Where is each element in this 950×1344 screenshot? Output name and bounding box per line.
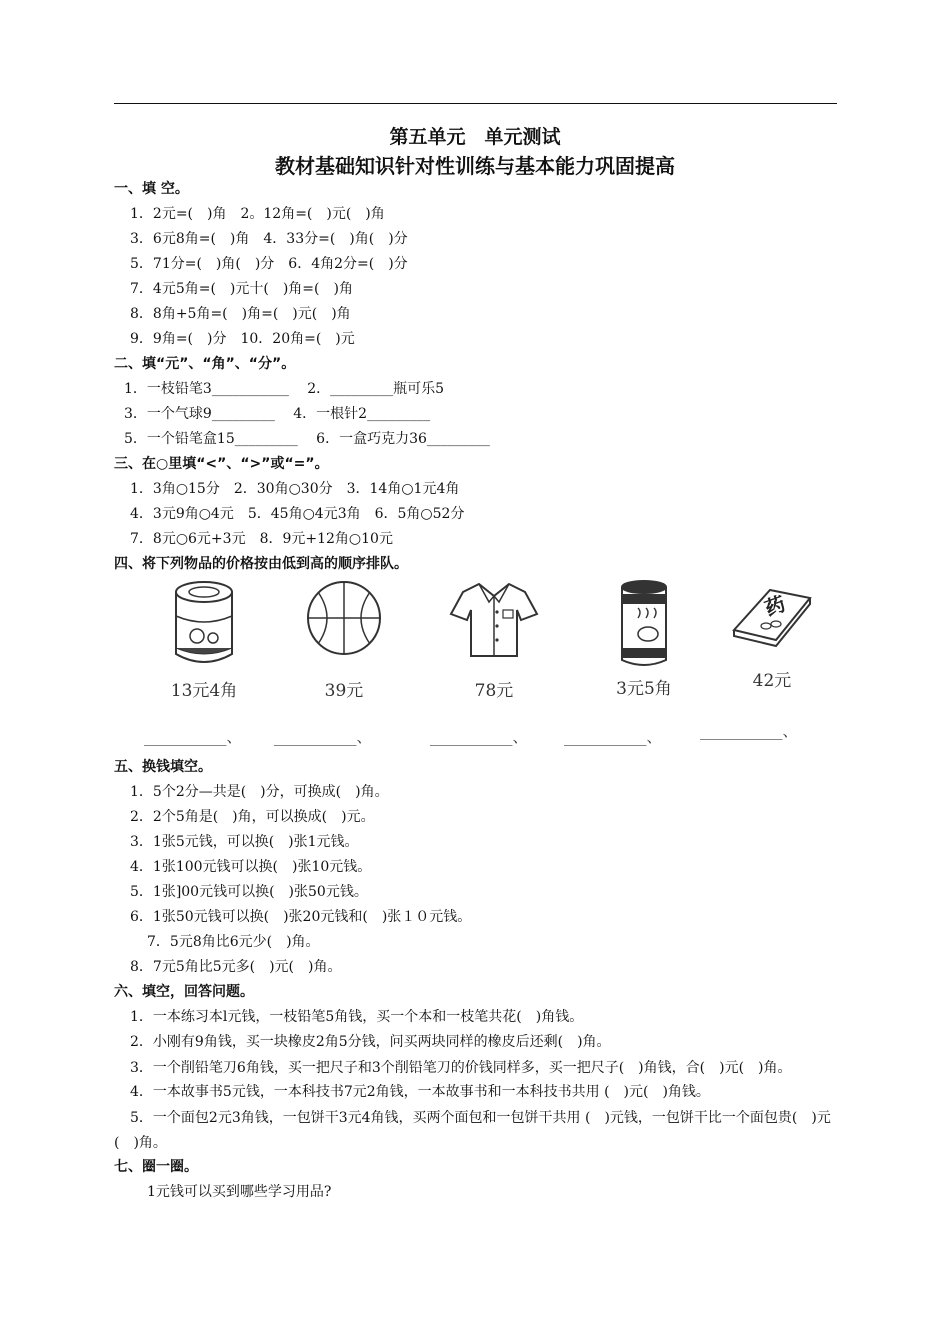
question-line: 4．3元9角○4元 5．45角○4元3角 6．5角○52分 [130,506,465,522]
question-line: 8．7元5角比5元多( )元( )角。 [130,959,342,975]
item-medicine [712,578,832,691]
drink-can-icon [616,578,672,670]
section-1-heading: 一、填 空。 [114,181,189,197]
question-line: 7．5元8角比6元少( )角。 [147,934,320,950]
question-line: 4．1张100元钱可以换( )张10元钱。 [130,859,372,875]
basketball-icon [304,578,384,658]
question-line: 2．2个5角是( )角，可以换成( )元。 [130,809,375,825]
section-2-heading: 二、填“元”、“角”、“分”。 [114,356,296,372]
section-5-heading: 五、换钱填空。 [114,759,212,775]
answer-blank[interactable]: ___________、 [700,722,798,740]
page-subtitle: 教材基础知识针对性训练与基本能力巩固提高 [275,154,675,178]
price-label: 3元5角 [616,679,672,699]
price-label: 78元 [474,681,514,701]
question-line: 5．一个铅笔盒15_________ 6．一盒巧克力36_________ [124,431,490,447]
section-3-heading: 三、在○里填“<”、“>”或“=”。 [114,456,329,472]
price-label: 42元 [752,671,792,691]
question-line: 7．8元○6元+3元 8．9元+12角○10元 [130,531,393,547]
question-line: 6．1张50元钱可以换( )张20元钱和( )张１０元钱。 [130,909,472,925]
question-line: 5．1张]00元钱可以换( )张50元钱。 [130,884,368,900]
question-line: 3．一个气球9_________ 4．一根针2_________ [124,406,431,422]
question-line: 7．4元5角=( )元十( )角=( )角 [130,281,353,297]
section-7-heading: 七、圈一圈。 [114,1159,198,1175]
price-figure [144,578,834,756]
question-line: 9．9角=( )分 10．20角=( )元 [130,331,355,347]
answer-blank[interactable]: ___________、 [430,728,528,746]
question-line: 8．8角+5角=( )角=( )元( )角 [130,306,351,322]
tin-can-icon [169,578,239,670]
question-line: 5．71分=( )角( )分 6．4角2分=( )分 [130,256,408,272]
page-title: 第五单元 单元测试 [389,126,561,148]
question-line: 1．一本练习本l元钱，一枝铅笔5角钱，买一个本和一枝笔共花( )角钱。 [130,1009,584,1025]
item-ball [284,578,404,701]
price-label: 39元 [324,681,364,701]
section-6-heading: 六、填空，回答问题。 [114,984,254,1000]
shirt-icon [449,578,539,660]
answer-blank[interactable]: ___________、 [564,728,662,746]
question-line: 5．一个面包2元3角钱，一包饼干3元4角钱，买两个面包和一包饼干共用 ( )元钱，一包饼干比一个面包贵( )元( )角。 [114,1110,831,1151]
item-shirt [434,578,554,701]
question-line: 1元钱可以买到哪些学习用品? [147,1184,332,1200]
question-line: 3．1张5元钱，可以换( )张1元钱。 [130,834,359,850]
question-line: 2．小刚有9角钱，买一块橡皮2角5分钱，问买两块同样的橡皮后还剩( )角。 [130,1034,611,1050]
price-label: 13元4角 [170,681,238,701]
answer-blank[interactable]: ___________、 [274,728,372,746]
medicine-box-icon [730,578,814,648]
item-can [144,578,264,701]
worksheet [114,178,837,1206]
section-4-heading: 四、将下列物品的价格按由低到高的顺序排队。 [114,556,408,572]
question-line: 1．2元=( )角 2。12角=( )元( )角 [130,206,385,222]
answer-blank[interactable]: ___________、 [144,728,242,746]
question-line: 3．6元8角=( )角 4．33分=( )角( )分 [130,231,408,247]
question-line: 3．一个削铅笔刀6角钱，买一把尺子和3个削铅笔刀的价钱同样多，买一把尺子( )角钱，合( )元( )角。 [130,1060,792,1076]
question-line: 1．5个2分—共是( )分，可换成( )角。 [130,784,389,800]
header-rule [114,103,837,104]
question-line: 1．一枝铅笔3___________ 2．_________瓶可乐5 [124,381,445,397]
medicine-box-label: 药 [761,591,789,621]
question-line: 4．一本故事书5元钱，一本科技书7元2角钱，一本故事书和一本科技书共用 ( )元( )角钱。 [130,1084,710,1100]
item-drink [584,578,704,699]
question-line: 1．3角○15分 2．30角○30分 3．14角○1元4角 [130,481,460,497]
